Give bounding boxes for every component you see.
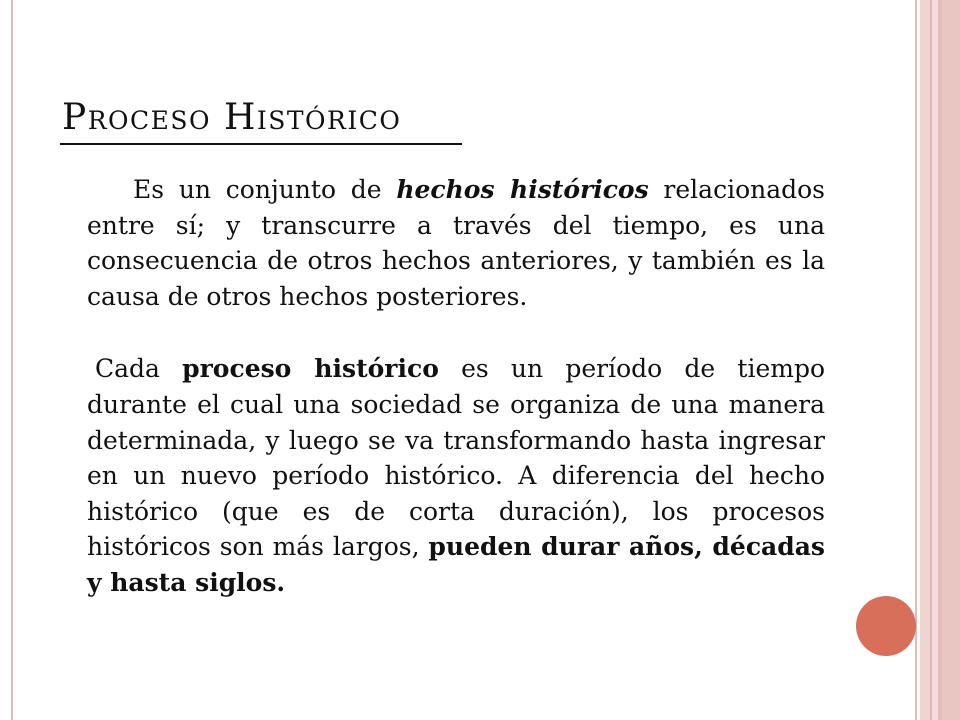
paragraph-2-emphasis: proceso histórico bbox=[182, 354, 439, 384]
right-decorative-stripe-5 bbox=[942, 0, 960, 720]
paragraph-1-emphasis: hechos históricos bbox=[396, 175, 649, 204]
paragraph-1-lead: Es un conjunto de bbox=[133, 175, 397, 204]
paragraph-2-middle: es un período de tiempo durante el cual una sociedad se organiza de una manera determinada, y luego se va transformando hasta ingresar en un nuevo período histórico. A diferencia del hecho histórico (que es de corta duración), los procesos históricos son más largos, bbox=[87, 354, 825, 562]
paragraph-2-emphasis-2: pueden durar años, décadas y hasta siglos. bbox=[87, 532, 825, 597]
right-decorative-stripe-1 bbox=[920, 0, 930, 720]
slide-title: Proceso Histórico bbox=[62, 97, 402, 138]
paragraph-1-rest: relacionados entre sí; y transcurre a través del tiempo, es una consecuencia de otros hechos anteriores, y también es la causa de otros hechos posteriores. bbox=[87, 175, 826, 311]
title-underline bbox=[60, 143, 462, 145]
accent-circle bbox=[856, 596, 916, 656]
paragraph-process bbox=[87, 351, 825, 600]
paragraph-2-lead: Cada bbox=[95, 354, 183, 384]
paragraph-definition bbox=[87, 172, 825, 314]
slide-body bbox=[87, 172, 825, 601]
